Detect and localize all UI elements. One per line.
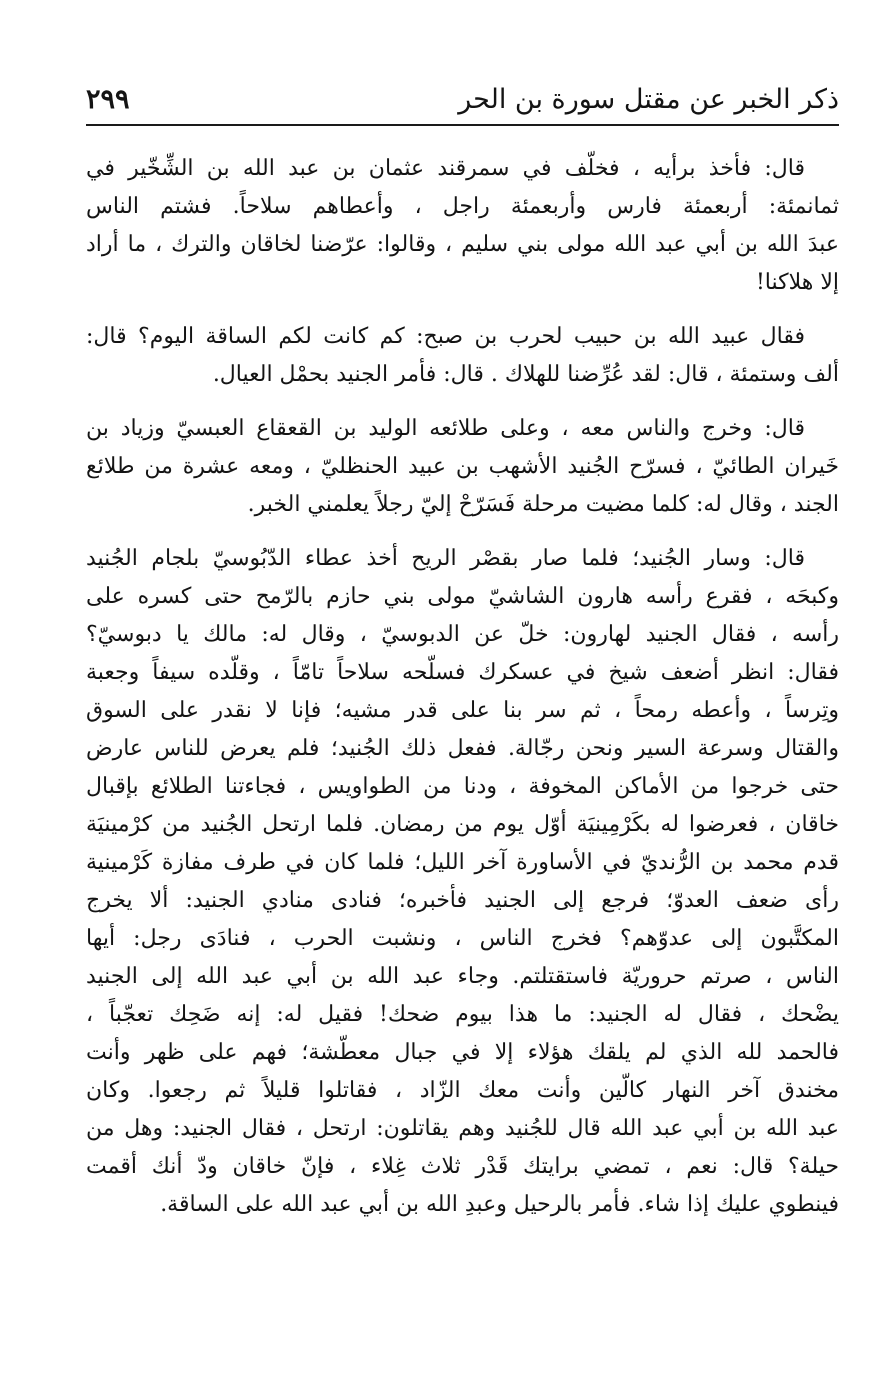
text-line: رأى ضعف العدوّ؛ فرجع إلى الجنيد فأخبره؛ فنادى منادي الجنيد: ألا يخرج [86, 888, 839, 913]
page-header [86, 78, 839, 126]
text-line: الناس ، صرتم حروريّة فاستقتلتم. وجاء عبد الله بن أبي عبد الله إلى الجنيد [86, 964, 839, 989]
text-line: خاقان ، فعرضوا له بكَرْمِينيَة أوّل يوم من رمضان. فلما ارتحل الجُنيد من كرْمينيَة [86, 812, 839, 837]
text-line: خَيران الطائيّ ، فسرّح الجُنيد الأشهب بن عبيد الحنظليّ ، ومعه عشرة من طلائع [86, 454, 839, 479]
text-line: حتى خرجوا من الأماكن المخوفة ، ودنا من الطواويس ، فجاءتنا الطلائع بإقبال [86, 774, 839, 799]
paragraph [86, 410, 839, 524]
text-line: فقال: انظر أضعف شيخ في عسكرك فسلّحه سلاحاً تامّاً ، وقلّده سيفاً وجعبة [86, 660, 839, 685]
paragraph [86, 150, 839, 302]
text-line: فقال عبيد الله بن حبيب لحرب بن صبح: كم كانت لكم الساقة اليوم؟ قال: [86, 324, 805, 349]
text-line: ألف وستمئة ، قال: لقد عُرِّضنا للهلاك . قال: فأمر الجنيد بحمْل العيال. [212, 362, 839, 387]
paragraph [86, 318, 839, 394]
text-line: قال: وسار الجُنيد؛ فلما صار بقصْر الريح أخذ عطاء الدّبُوسيّ بلجام الجُنيد [86, 546, 805, 571]
text-line: المكتَّبون إلى عدوّهم؟ فخرج الناس ، ونشبت الحرب ، فنادَى رجل: أيها [86, 926, 839, 951]
text-line: مخندق آخر النهار كالّين وأنت معك الزّاد ، فقاتلوا قليلاً ثم رجعوا. وكان [86, 1078, 839, 1103]
running-title: ذكر الخبر عن مقتل سورة بن الحر [458, 84, 839, 115]
text-line: قال: وخرج والناس معه ، وعلى طلائعه الوليد بن القعقاع العبسيّ وزياد بن [86, 416, 805, 441]
text-line: فينطوي عليك إذا شاء. فأمر بالرحيل وعبدِ الله بن أبي عبد الله على الساقة. [160, 1192, 839, 1217]
text-line: ثمانمئة: أربعمئة فارس وأربعمئة راجل ، وأعطاهم سلاحاً. فشتم الناس [86, 194, 839, 219]
paragraph [86, 540, 839, 1224]
text-line: والقتال وسرعة السير ونحن رجّالة. ففعل ذلك الجُنيد؛ فلم يعرض للناس عارض [86, 736, 839, 761]
text-line: وتِرساً ، وأعطه رمحاً ، ثم سر بنا على قدر مشيه؛ فإنا لا نقدر على السوق [86, 698, 839, 723]
text-line: عبدَ الله بن أبي عبد الله مولى بني سليم ، وقالوا: عرّضنا لخاقان والترك ، ما أراد [86, 232, 839, 257]
text-line: حيلة؟ قال: نعم ، تمضي برايتك قَدْر ثلاث غِلاء ، فإنّ خاقان ودّ أنك أقمت [86, 1154, 839, 1179]
text-line: وكبحَه ، فقرع رأسه هارون الشاشيّ مولى بني حازم بالرّمح حتى كسره على [86, 584, 839, 609]
text-line: عبد الله بن أبي عبد الله قال للجُنيد وهم يقاتلون: ارتحل ، فقال الجنيد: وهل من [86, 1116, 839, 1141]
text-line: رأسه ، فقال الجنيد لهارون: خلّ عن الدبوسيّ ، وقال له: مالك يا دبوسيّ؟ [86, 622, 839, 647]
text-line: قدم محمد بن الرُّنديّ في الأساورة آخر الليل؛ فلما كان في طرف مفازة كَرْمينية [86, 850, 839, 875]
text-line: قال: فأخذ برأيه ، فخلّف في سمرقند عثمان بن عبد الله بن الشِّخّير في [86, 156, 805, 181]
page-number: ٢٩٩ [86, 84, 130, 115]
body-text [86, 150, 839, 1240]
text-line: الجند ، وقال له: كلما مضيت مرحلة فَسَرّحْ إليّ رجلاً يعلمني الخبر. [247, 492, 839, 517]
text-line: يضْحك ، فقال له الجنيد: ما هذا بيوم ضحك! فقيل له: إنه ضَحِك تعجّباً ، [86, 1002, 839, 1027]
text-line: إلا هلاكنا! [755, 270, 839, 295]
text-line: فالحمد لله الذي لم يلقك هؤلاء إلا في جبال معطّشة؛ فهم على ظهر وأنت [86, 1040, 839, 1065]
